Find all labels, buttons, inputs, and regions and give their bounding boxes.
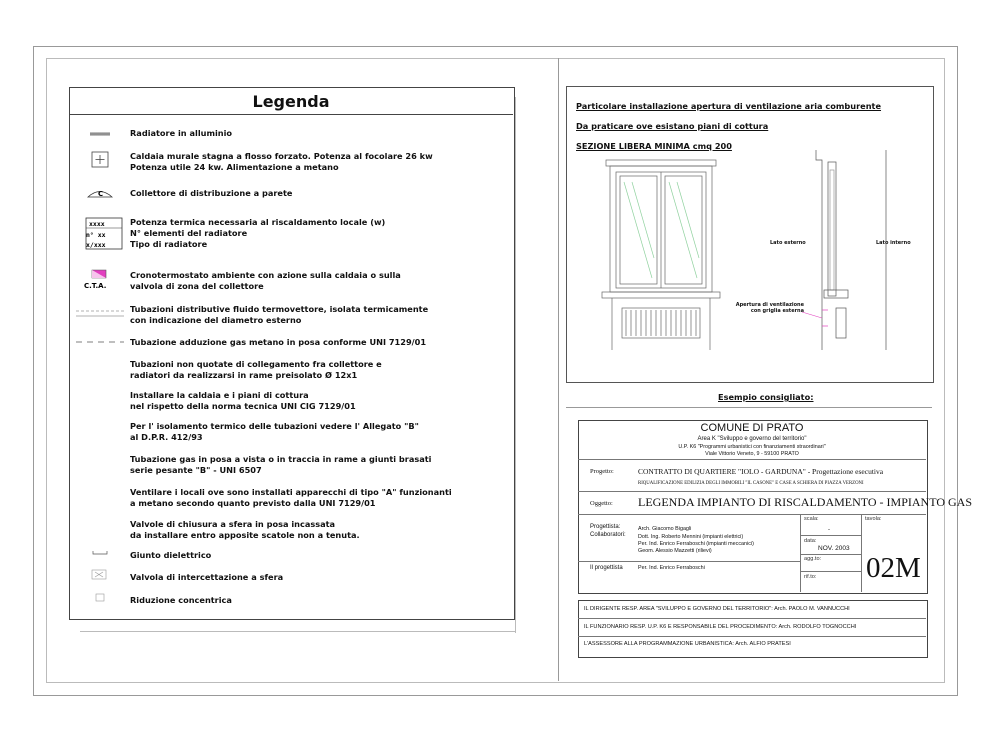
- wall-section: [802, 150, 886, 350]
- signing-designer-label: Il progettista: [590, 565, 623, 571]
- tb-divider: [578, 514, 926, 515]
- subject-label: Oggetto:: [590, 500, 613, 507]
- outside-label: Lato esterno: [770, 240, 806, 246]
- tb-divider: [578, 561, 800, 562]
- legend-item-text: Tubazione gas in posa a vista o in traccia in rame a giunti brasati serie pesante "B" - UNI 6507: [130, 454, 432, 475]
- tb-divider: [800, 535, 861, 536]
- window-elevation: [602, 160, 720, 350]
- detail-subheading: Da praticare ove esistano piani di cottura: [576, 121, 769, 131]
- collaborator-2: Per. Ind. Enrico Ferraboschi (impianti meccanici): [638, 541, 754, 547]
- window-detail-drawing: [566, 150, 932, 380]
- municipality-name: COMUNE DI PRATO: [700, 422, 804, 434]
- tb-divider: [578, 636, 926, 637]
- detail-heading: Particolare installazione apertura di ventilazione aria comburente: [576, 101, 882, 111]
- svg-text:C: C: [98, 190, 104, 198]
- legend-item-text: Caldaia murale stagna a flosso forzato. Potenza al focolare 26 kw Potenza utile 24 kw. Alimentazione a metano: [130, 151, 433, 172]
- date-value: NOV. 2003: [818, 545, 850, 552]
- area-text: Area K "Sviluppo e governo del territorio": [697, 436, 807, 442]
- collaborator-3: Geom. Alessio Mazzetti (rilievi): [638, 548, 712, 554]
- legend-item-text: Cronotermostato ambiente con azione sulla caldaia o sulla valvola di zona del collettore: [130, 270, 401, 291]
- sheet-divider: [558, 58, 559, 681]
- svg-text:x/xxx: x/xxx: [86, 241, 106, 249]
- legend-item-text: Installare la caldaia e i piani di cottura nel rispetto della norma tecnica UNI CIG 7129/01: [130, 390, 356, 411]
- legend-shadow-bottom: [80, 631, 515, 632]
- svg-text:n° xx: n° xx: [86, 231, 106, 239]
- update-label: agg.to:: [804, 556, 822, 562]
- unit-text: U.P. K6 "Programmi urbanistici con finanziamenti straordinari": [678, 444, 826, 450]
- tb-divider: [800, 514, 801, 592]
- tb-divider: [800, 554, 861, 555]
- legend-item-text: Tubazioni distributive fluido termovettore, isolata termicamente con indicazione del diametro esterno: [130, 304, 429, 325]
- legend-title-rule: [69, 114, 513, 115]
- signature-director: IL DIRIGENTE RESP. AREA "SVILUPPO E GOVERNO DEL TERRITORIO": Arch. PAOLO M. VANNUCCHI: [584, 606, 850, 612]
- project-subtitle: RIQUALIFICAZIONE EDILIZIA DEGLI IMMOBILI "IL CASONE" E CASE A SCHIERA DI PIAZZA VERZONI: [638, 481, 864, 486]
- collaborator-1: Dott. Ing. Roberto Mennini (impianti elettrici): [638, 534, 744, 540]
- legend-item-text: Valvole di chiusura a sfera in posa incassata da installare entro apposite scatole non a tenuta.: [130, 519, 360, 540]
- example-label: Esempio consigliato:: [718, 392, 814, 402]
- project-label: Progetto:: [590, 468, 614, 475]
- tb-divider: [578, 618, 926, 619]
- legend-title: Legenda: [252, 92, 330, 111]
- reducer-icon: [96, 594, 104, 601]
- scale-value: -: [828, 527, 830, 533]
- legend-shadow-right: [515, 97, 516, 633]
- legend-item-text: Giunto dielettrico: [130, 550, 212, 560]
- date-label: data:: [804, 538, 817, 544]
- svg-text:C.T.A.: C.T.A.: [84, 282, 107, 290]
- designer-label: Progettista:: [590, 524, 621, 530]
- svg-text:xxxx: xxxx: [89, 220, 105, 228]
- inside-label: Lato interno: [876, 240, 911, 246]
- legend-item-text: Valvola di intercettazione a sfera: [130, 572, 284, 582]
- legend-item-text: Tubazione adduzione gas metano in posa conforme UNI 7129/01: [130, 337, 427, 347]
- legend-item-text: Ventilare i locali ove sono installati apparecchi di tipo "A" funzionanti a metano secondo quanto previsto dalla UNI 7129/01: [130, 487, 452, 508]
- designer-name: Arch. Giacomo Bigagli: [638, 526, 692, 532]
- detail-section-label: SEZIONE LIBERA MINIMA cmq 200: [576, 141, 732, 151]
- project-name: CONTRATTO DI QUARTIERE "IOLO - GARDUNA" - Progettazione esecutiva: [638, 467, 884, 476]
- address-text: Viale Vittorio Veneto, 9 - 59100 PRATO: [705, 451, 799, 457]
- tb-divider: [800, 571, 861, 572]
- scale-label: scala:: [804, 516, 819, 522]
- sheet-label: tavola:: [865, 516, 882, 522]
- reference-label: rif.to:: [804, 574, 817, 580]
- titleblock-rule: [566, 407, 932, 408]
- legend-item-text: Potenza termica necessaria al riscaldamento locale (w) N° elementi del radiatore Tipo di radiatore: [130, 217, 386, 249]
- legend-symbols: [70, 120, 128, 615]
- legend-item-text: Radiatore in alluminio: [130, 128, 233, 138]
- subject-title: LEGENDA IMPIANTO DI RISCALDAMENTO - IMPIANTO GAS: [638, 495, 973, 509]
- legend-item-text: Tubazioni non quotate di collegamento fra collettore e radiatori da realizzarsi in rame preisolato Ø 12x1: [130, 359, 382, 380]
- signing-designer-name: Per. Ind. Enrico Ferraboschi: [638, 565, 705, 571]
- legend-item-text: Riduzione concentrica: [130, 595, 232, 605]
- tb-divider: [861, 514, 862, 592]
- legend-item-text: Collettore di distribuzione a parete: [130, 188, 293, 198]
- signature-councillor: L'ASSESSORE ALLA PROGRAMMAZIONE URBANISTICA: Arch. ALFIO PRATESI: [584, 641, 791, 647]
- radiator-icon: [90, 132, 110, 136]
- tb-divider: [578, 459, 926, 460]
- signature-officer: IL FUNZIONARIO RESP. U.P. K6 E RESPONSABILE DEL PROCEDIMENTO: Arch. RODOLFO TOGNOCCHI: [584, 624, 857, 630]
- legend-item-text: Per l' isolamento termico delle tubazioni vedere l' Allegato "B" al D.P.R. 412/93: [130, 421, 419, 442]
- collaborators-label: Collaboratori:: [590, 532, 626, 538]
- vent-opening-label: Apertura di ventilazione con griglia esterna: [735, 302, 804, 314]
- dielectric-joint-icon: [93, 551, 107, 554]
- tb-divider: [578, 491, 926, 492]
- sheet-number: 02M: [866, 552, 921, 584]
